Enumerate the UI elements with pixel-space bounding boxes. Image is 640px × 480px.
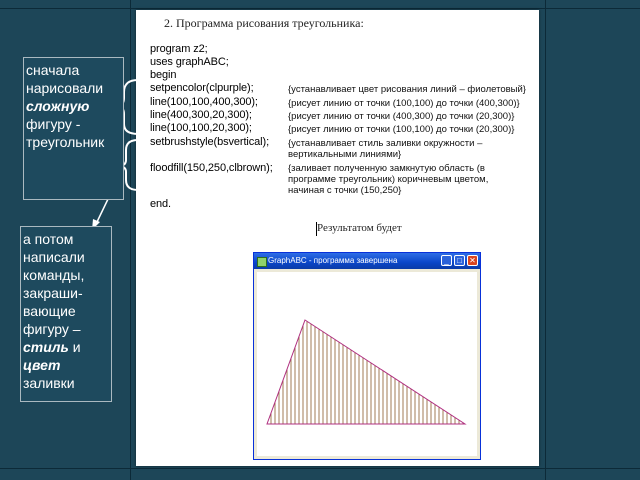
- code-line-begin: begin: [150, 69, 177, 81]
- close-button[interactable]: ✕: [467, 255, 478, 266]
- comment-brush-1: {устанавливает стиль заливки окружности –: [288, 138, 483, 149]
- callout-second: [20, 226, 112, 402]
- callout-second-after: заливки: [23, 375, 75, 391]
- comment-setpencolor: {устанавливает цвет рисования линий – фиолетовый}: [288, 84, 526, 95]
- code-line-line2: line(400,300,20,300);: [150, 109, 252, 121]
- window-title: GraphABC - программа завершена: [268, 256, 398, 265]
- window-titlebar[interactable]: [254, 253, 480, 269]
- code-line-line3: line(100,100,20,300);: [150, 122, 252, 134]
- frame-line-top: [0, 8, 640, 9]
- comment-fill-2: программе треугольник) коричневым цветом,: [288, 174, 489, 185]
- result-label: Результатом будет: [317, 222, 402, 234]
- comment-fill-1: {заливает полученную замкнутую область (в: [288, 163, 485, 174]
- code-line-setbrushstyle: setbrushstyle(bsvertical);: [150, 136, 270, 148]
- code-line-program: program z2;: [150, 43, 208, 55]
- comment-line1: {рисует линию от точки (100,100) до точки (400,300)}: [288, 98, 520, 109]
- code-line-setpencolor: setpencolor(clpurple);: [150, 82, 254, 94]
- minimize-button[interactable]: _: [441, 255, 452, 266]
- callout-first: [23, 57, 124, 200]
- graphabc-window: [253, 252, 481, 460]
- callout-second-mid: и: [72, 339, 81, 355]
- callout-first-before: сначала нарисовали: [26, 62, 104, 96]
- callout-second-emph1: стиль: [23, 339, 69, 355]
- callout-first-emph: сложную: [26, 98, 90, 114]
- callout-second-before: а потом написали команды, закраши-вающие фигуру –: [23, 231, 85, 337]
- triangle-drawing: [257, 272, 477, 456]
- code-line-end: end.: [150, 198, 172, 210]
- callout-second-emph2: цвет: [23, 357, 61, 373]
- comment-fill-3: начиная с точки (150,250}: [288, 185, 402, 196]
- document-title: 2. Программа рисования треугольника:: [164, 16, 364, 30]
- frame-line-right: [545, 0, 546, 480]
- app-icon: [257, 257, 267, 267]
- frame-line-bottom: [0, 468, 640, 469]
- code-line-line1: line(100,100,400,300);: [150, 96, 258, 108]
- comment-line2: {рисует линию от точки (400,300) до точки (20,300)}: [288, 111, 515, 122]
- code-line-floodfill: floodfill(150,250,clbrown);: [150, 162, 273, 174]
- comment-brush-2: вертикальными линиями}: [288, 149, 402, 160]
- code-line-uses: uses graphABC;: [150, 56, 229, 68]
- comment-line3: {рисует линию от точки (100,100) до точки (20,300)}: [288, 124, 515, 135]
- drawing-canvas: [257, 272, 477, 456]
- callout-first-after: фигуру - треугольник: [26, 116, 105, 150]
- maximize-button[interactable]: □: [454, 255, 465, 266]
- frame-line-left: [130, 0, 131, 480]
- vertical-hatch-fill: [267, 312, 463, 424]
